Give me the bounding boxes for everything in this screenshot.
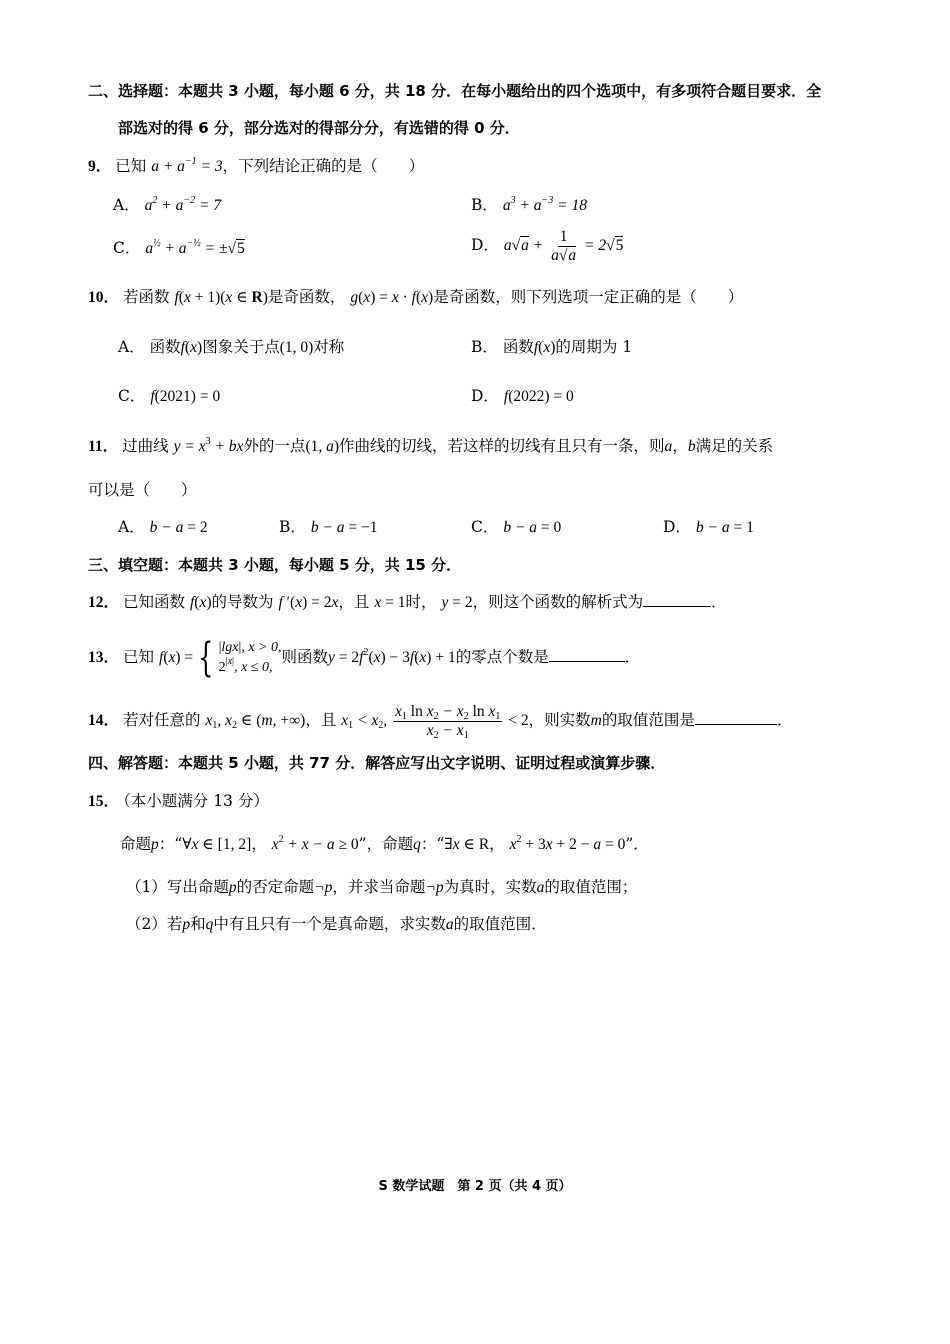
question-11-option-a: A． b − a = 2 [118, 518, 208, 536]
section-3-title: 三、填空题：本题共 3 小题，每小题 5 分，共 15 分． [88, 556, 462, 574]
question-number: 11． [88, 438, 119, 455]
question-9-option-d: D． a√a + $\frac{1}{a√a}$ = 2√5 [471, 227, 624, 264]
question-13-stem: 13． 已知 f(x) = { |lgx|, x > 0, $2^{|x|}$, x ≤ 0, 则函数$y = 2f^2(x) - 3f(x) + 1$的零点个数是 ． [88, 635, 641, 681]
piecewise-cases: |lgx|, x > 0, $2^{|x|}$, x ≤ 0, [218, 640, 282, 675]
question-number: 13． [88, 649, 120, 666]
question-15-part-2: （2）若p和q中有且只有一个是真命题，求实数a的取值范围． [126, 915, 547, 933]
answer-blank[interactable] [549, 647, 625, 662]
question-15-propositions: 命题p：“∀x ∈ [1, 2]， $x^2 + x - a \ge 0$”，命题q：“∃x ∈ R， $x^2 + 3x + 2 - a = 0$”． [120, 834, 649, 853]
question-9-option-b: B． $a^3 + a^{-3} = 18$ [471, 195, 588, 214]
question-15-part-1: （1）写出命题p的否定命题¬p，并求当命题¬p为真时，实数a的取值范围； [126, 878, 638, 896]
question-9-option-c: C． $a^{\frac{1}{2}} + a^{-\frac{1}{2}} = \pm√5$ [113, 238, 245, 257]
question-14-stem: 14． 若对任意的 $x_1$, $x_2$ ∈ (m, +∞)，且 $x_1 < x_2$, $\frac{x_1 \ln x_2 - x_2 \ln x_1}{x_2 - x_1}$ < 2，则实数m的取值范围是 ． [88, 702, 793, 741]
question-11-option-b: B． b − a = −1 [279, 518, 378, 536]
section-2-title-line-2: 部选对的得 6 分，部分选对的得部分分，有选错的得 0 分． [118, 119, 520, 137]
question-number: 15． [88, 793, 120, 810]
question-11-option-c: C． b − a = 0 [471, 518, 562, 536]
question-10-option-d: D． f(2022) = 0 [471, 387, 574, 405]
question-10-option-b: B． 函数f(x)的周期为 1 [471, 338, 633, 356]
question-10-option-c: C． f(2021) = 0 [118, 387, 221, 405]
question-9-stem: 9． 已知 $a + a^{-1} = 3$，下列结论正确的是（ ） [88, 156, 425, 175]
question-9-option-a: A． $a^2 + a^{-2} = 7$ [113, 195, 222, 214]
question-number: 14． [88, 712, 120, 729]
question-number: 12． [88, 594, 120, 611]
question-10-stem: 10． 若函数 f(x + 1)(x ∈ R)是奇函数， g(x) = x · f(x)是奇函数，则下列选项一定正确的是（ ） [88, 288, 744, 306]
section-4-title: 四、解答题：本题共 5 小题，共 77 分．解答应写出文字说明、证明过程或演算步骤． [88, 754, 666, 772]
math-expression: $a + a^{-1} = 3$ [151, 156, 223, 175]
question-11-stem-line-2: 可以是（ ） [88, 481, 197, 499]
answer-blank[interactable] [695, 710, 777, 725]
piecewise-brace: { [198, 635, 214, 681]
question-10-option-a: A． 函数f(x)图象关于点(1, 0)对称 [118, 338, 345, 356]
question-number: 9． [88, 158, 112, 175]
question-12-stem: 12． 已知函数 f(x)的导数为 f ′(x) = 2x，且 x = 1时， y = 2，则这个函数的解析式为 ． [88, 593, 727, 611]
section-2-title-line-1: 二、选择题：本题共 3 小题，每小题 6 分，共 18 分．在每小题给出的四个选项中，有多项符合题目要求．全 [88, 82, 822, 100]
question-11-stem: 11． 过曲线 $y = x^3$ + bx外的一点(1, a)作曲线的切线，若这样的切线有且只有一条，则a，b满足的关系 [88, 436, 774, 455]
question-11-option-d: D． b − a = 1 [663, 518, 754, 536]
answer-blank[interactable] [643, 592, 711, 607]
question-15-header: 15． （本小题满分 13 分） [88, 792, 269, 810]
question-number: 10． [88, 289, 120, 306]
page-footer: S 数学试题 第 2 页（共 4 页） [378, 1179, 572, 1194]
